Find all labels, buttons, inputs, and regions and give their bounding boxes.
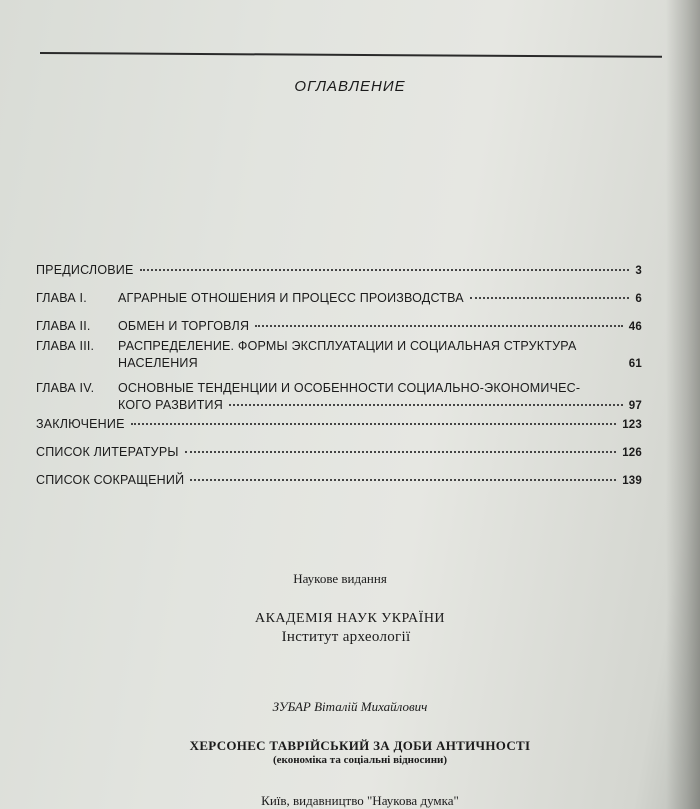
toc-page-number: 123 [622,419,642,431]
toc-leader-dots [140,269,630,271]
academy-name: АКАДЕМІЯ НАУК УКРАЇНИ [254,611,446,626]
toc-entry [36,472,642,490]
toc-leader-dots [470,297,630,299]
toc-page-number: 126 [622,447,642,459]
author-line [0,699,700,715]
toc-entry-text: РАСПРЕДЕЛЕНИЕ. ФОРМЫ ЭКСПЛУАТАЦИИ И СОЦИАЛЬНАЯ СТРУКТУРА [118,339,577,353]
toc-page-number: 97 [628,400,642,412]
toc-chapter-label: ГЛАВА IV. [36,381,95,395]
toc-entry [36,318,642,336]
toc-entry [36,262,642,280]
toc-leader-dots [185,451,617,453]
book-title: ХЕРСОНЕС ТАВРІЙСЬКИЙ ЗА ДОБИ АНТИЧНОСТІ [189,738,531,753]
toc-leader-dots [190,479,616,481]
toc-entry-text: ОСНОВНЫЕ ТЕНДЕНЦИИ И ОСОБЕННОСТИ СОЦИАЛЬНО-ЭКОНОМИЧЕС- [118,381,581,395]
toc-leader-dots [255,325,623,327]
toc-entry-continuation: КОГО РАЗВИТИЯ [118,398,223,412]
toc-entry [36,444,642,462]
author-given-name: Віталій Михайлович [314,699,428,714]
book-subtitle: (економіка та соціальні відносини) [272,754,448,766]
toc-entry-text: СПИСОК СОКРАЩЕНИЙ [36,473,185,487]
toc-entry-text: АГРАРНЫЕ ОТНОШЕНИЯ И ПРОЦЕСС ПРОИЗВОДСТВА [118,291,464,305]
toc-entry-text: ОБМЕН И ТОРГОВЛЯ [118,319,250,333]
institute-name: Інститут археології [281,629,411,645]
toc-leader-dots [131,423,617,425]
toc-title: ОГЛАВЛЕНИЕ [294,78,406,95]
publisher-line: Київ, видавництво "Наукова думка" [261,793,459,808]
author-surname: ЗУБАР [272,699,311,714]
toc-entry [36,380,642,415]
toc-entry-text: ПРЕДИСЛОВИЕ [36,263,134,277]
toc-entry [36,416,642,434]
toc-entry-text: ЗАКЛЮЧЕНИЕ [36,417,125,431]
toc-page-number: 6 [635,293,642,305]
toc-entry [36,290,642,308]
toc-entry-text: СПИСОК ЛИТЕРАТУРЫ [36,445,179,459]
toc-chapter-label: ГЛАВА I. [36,291,87,305]
toc-page-number: 46 [628,321,642,333]
toc-page-number: 3 [635,265,642,277]
toc-page-number: 61 [628,358,642,370]
top-rule [40,52,662,58]
toc-entry-continuation: НАСЕЛЕНИЯ [118,356,198,370]
toc-entry [36,338,642,373]
edition-label: Наукове видання [293,571,387,586]
book-spine-shadow [666,0,700,809]
toc-page-number: 139 [622,475,642,487]
toc-chapter-label: ГЛАВА III. [36,339,95,353]
toc-chapter-label: ГЛАВА II. [36,319,91,333]
toc-leader-dots [229,404,623,406]
